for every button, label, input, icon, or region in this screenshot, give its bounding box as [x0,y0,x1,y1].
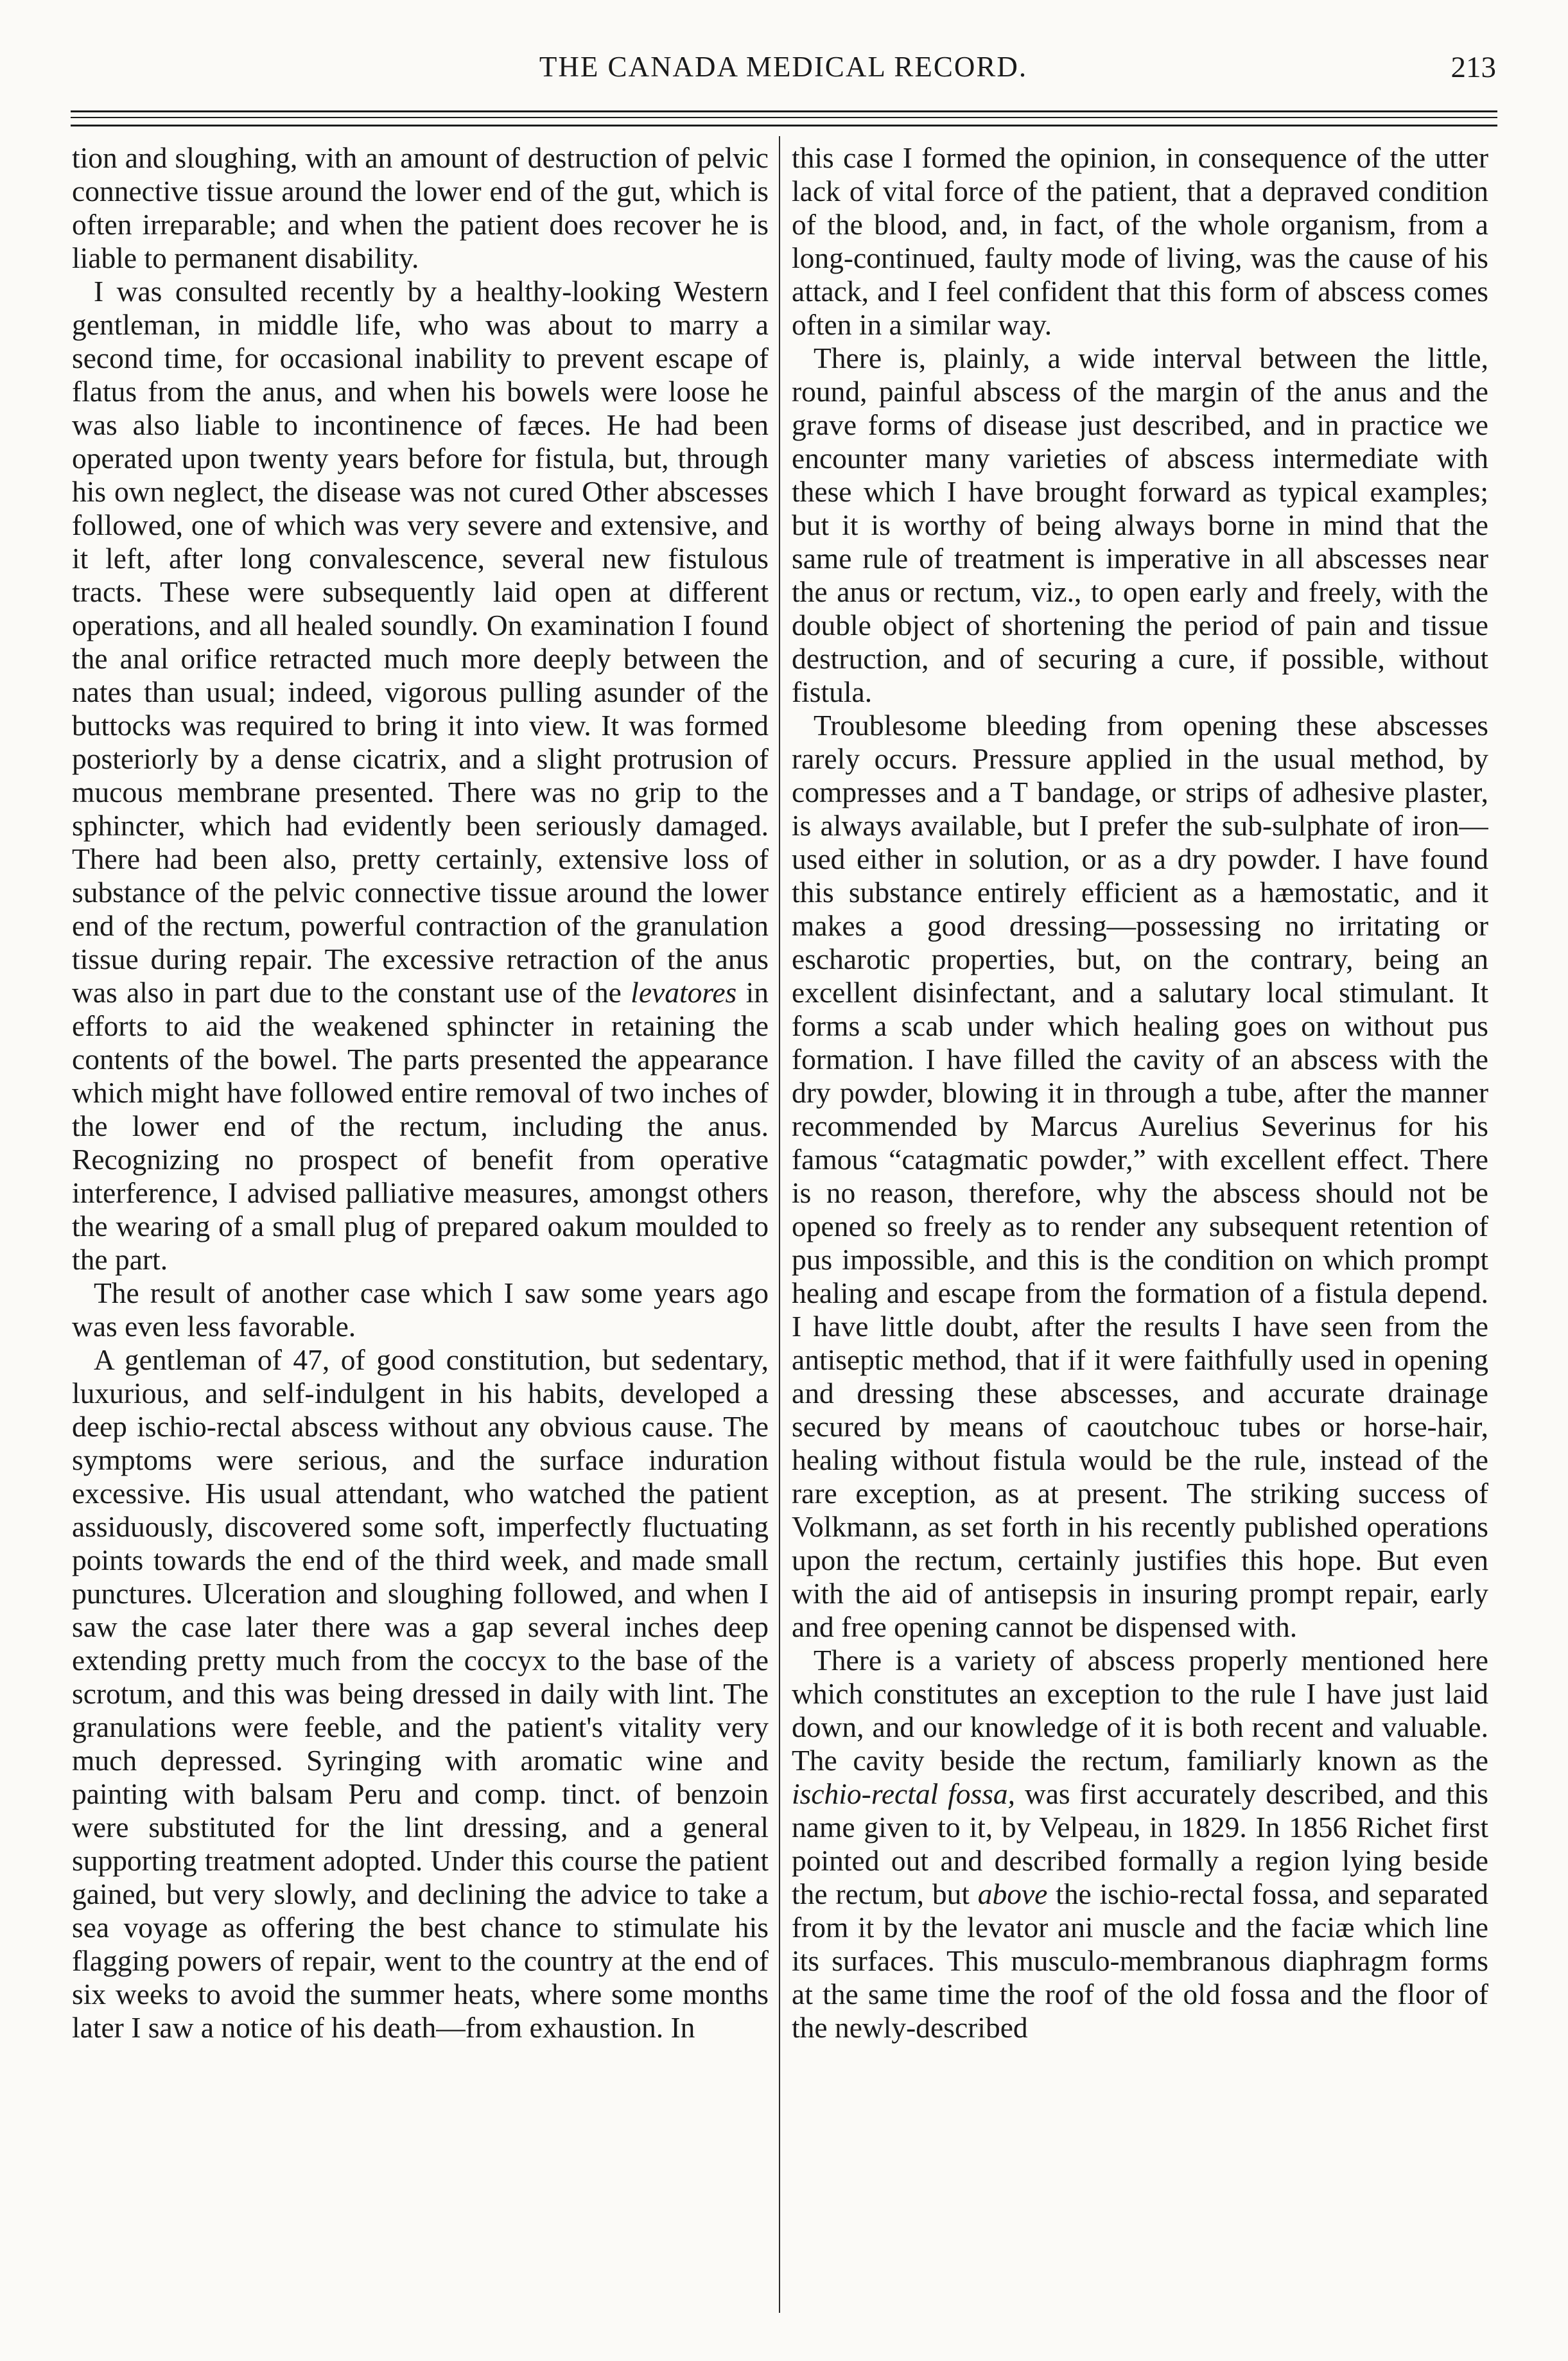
text-run: in efforts to aid the weakened sphincter in retaining the contents of the bowel. The parts presented the appearance which might have followed entire removal of two inches of the lower end of the rectum, including the anus. Recognizing no prospect of benefit from operative interference, I advised palliative measures, amongst others the wearing of a small plug of prepared oakum moulded to the part. [72,976,769,1276]
text-run: There is a variety of abscess properly mentioned here which constitutes an exception to the rule I have just laid down, and our knowledge of it is both recent and valuable. The cavity beside the rectum, familiarly known as the [792,1644,1488,1777]
right-column [792,141,1488,2299]
header-rule-middle [71,117,1497,118]
paragraph: Troublesome bleeding from opening these abscesses rarely occurs. Pressure applied in the usual method, by compresses and a T bandage, or strips of adhesive plaster, is always available, but I prefer the sub-sulphate of iron—used either in solution, or as a dry powder. I have found this substance entirely efficient as a hæmostatic, and it makes a good dressing—possessing no irritating or escharotic properties, but, on the contrary, being an excellent disinfectant, and a salutary local stimulant. It forms a scab under which healing goes on without pus formation. I have filled the cavity of an abscess with the dry powder, blowing it in through a tube, after the manner recommended by Marcus Aurelius Severinus for his famous “catagmatic powder,” with excellent effect. There is no reason, therefore, why the abscess should not be opened so freely as to render any subsequent retention of pus impossible, and this is the condition on which prompt healing and escape from the formation of a fistula depend. I have little doubt, after the results I have seen from the antiseptic method, that if it were faithfully used in opening and dressing these abscesses, and accurate drainage secured by means of caoutchouc tubes or horse-hair, healing without fistula would be the rule, instead of the rare exception, as at present. The striking success of Volkmann, as set forth in his recently published operations upon the rectum, certainly justifies this hope. But even with the aid of antisepsis in insuring prompt repair, early and free opening cannot be dispensed with. [792,709,1488,1643]
paragraph: this case I formed the opinion, in consequence of the utter lack of vital force of the patient, that a depraved condition of the blood, and, in fact, of the whole organism, from a long-continued, faulty mode of living, was the cause of his attack, and I feel confident that this form of abscess comes often in a similar way. [792,141,1488,341]
text-run: the ischio-rectal fossa, and separated from it by the levator ani muscle and the faciæ which line its surfaces. This musculo-membranous diaphragm forms at the same time the roof of the old fossa and the floor of the newly-described [792,1877,1488,2044]
paragraph: The result of another case which I saw some years ago was even less favorable. [72,1276,769,1343]
italic-term: ischio-rectal fossa, [792,1777,1016,1810]
page-header [71,50,1496,95]
paragraph [72,275,769,1276]
page-number: 213 [1450,51,1496,84]
paragraph [792,1644,1488,2044]
paragraph: tion and sloughing, with an amount of destruction of pelvic connective tissue around the lower end of the gut, which is often irreparable; and when the patient does recover he is liable to permanent disability. [72,141,769,274]
header-rule-bottom [71,125,1497,126]
left-column [72,141,769,2299]
running-title: THE CANADA MEDICAL RECORD. [539,51,1028,83]
italic-term: levatores [631,976,737,1009]
text-run: was first accurately described, and this name given to it, by Velpeau, in 1829. In 1856 Richet first pointed out and described formally a region lying beside the rectum, but [792,1777,1488,1910]
paragraph: There is, plainly, a wide interval between the little, round, painful abscess of the margin of the anus and the grave forms of disease just described, and in practice we encounter many varieties of abscess intermediate with these which I have brought forward as typical examples; but it is worthy of being always borne in mind that the same rule of treatment is imperative in all abscesses near the anus or rectum, viz., to open early and freely, with the double object of shortening the period of pain and tissue destruction, and of securing a cure, if possible, without fistula. [792,342,1488,708]
italic-term: above [977,1877,1048,1910]
header-rule-top [71,110,1497,112]
paragraph: A gentleman of 47, of good constitution, but sedentary, luxurious, and self-indulgent in his habits, developed a deep ischio-rectal abscess without any obvious cause. The symptoms were serious, and the surface induration excessive. His usual attendant, who watched the patient assiduously, discovered some soft, imperfectly fluctuating points towards the end of the third week, and made small punctures. Ulceration and sloughing followed, and when I saw the case later there was a gap several inches deep extending pretty much from the coccyx to the base of the scrotum, and this was being dressed in daily with lint. The granulations were feeble, and the patient's vitality very much depressed. Syringing with aromatic wine and painting with balsam Peru and comp. tinct. of benzoin were substituted for the lint dressing, and a general supporting treatment adopted. Under this course the patient gained, but very slowly, and declining the advice to take a sea voyage as offering the best chance to stimulate his flagging powers of repair, went to the country at the end of six weeks to avoid the summer heats, where some months later I saw a notice of his death—from exhaustion. In [72,1343,769,2044]
text-run: I was consulted recently by a healthy-looking Western gentleman, in middle life, who was about to marry a second time, for occasional inability to prevent escape of flatus from the anus, and when his bowels were loose he was also liable to incontinence of fæces. He had been operated upon twenty years before for fistula, but, through his own neglect, the disease was not cured Other abscesses followed, one of which was very severe and extensive, and it left, after long convalescence, several new fistulous tracts. These were subsequently laid open at different operations, and all healed soundly. On examination I found the anal orifice retracted much more deeply between the nates than usual; indeed, vigorous pulling asunder of the buttocks was required to bring it into view. It was formed posteriorly by a dense cicatrix, and a slight protrusion of mucous membrane presented. There was no grip to the sphincter, which had evidently been seriously damaged. There had been also, pretty certainly, extensive loss of substance of the pelvic connective tissue around the lower end of the rectum, powerful contraction of the granulation tissue during repair. The excessive retraction of the anus was also in part due to the constant use of the [72,275,769,1009]
column-divider [779,136,780,2313]
